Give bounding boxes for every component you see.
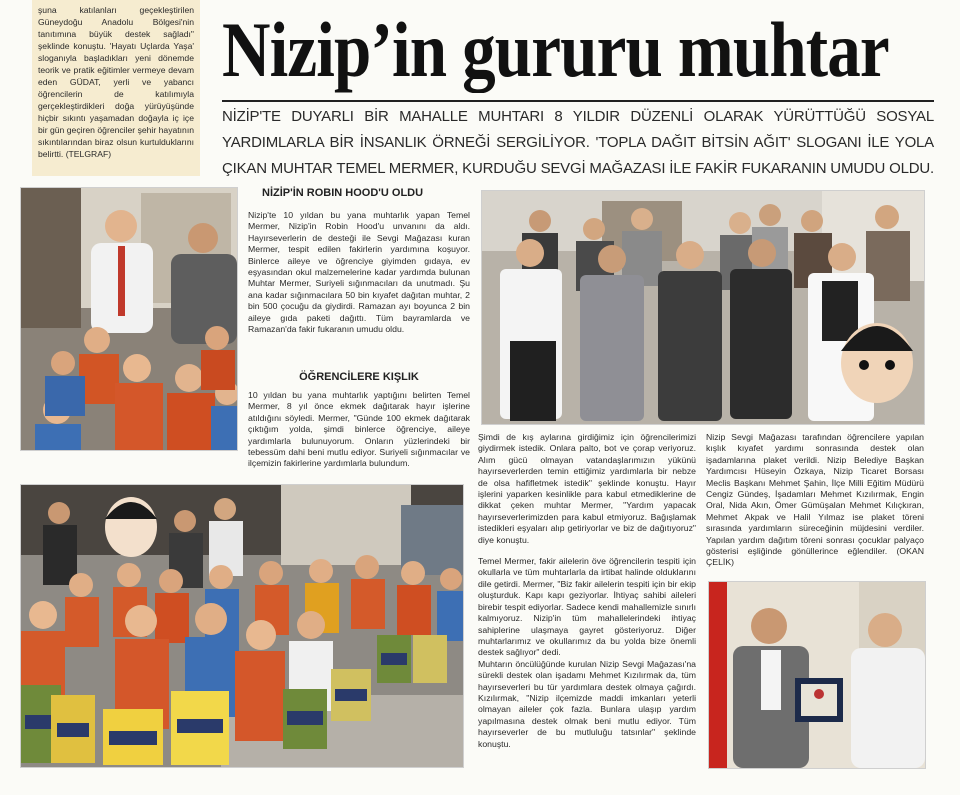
middle-column [478, 432, 696, 750]
section-title-robin-hood: NİZİP'İN ROBIN HOOD'U OLDU [262, 187, 424, 199]
photo-children-with-gift-bags [20, 484, 464, 768]
headline-rule [222, 100, 934, 102]
deck-subheadline: NİZİP'TE DUYARLI BİR MAHALLE MUHTARI 8 YILDIR DÜZENLİ OLARAK YÜRÜTTÜĞÜ SOSYAL YARDIMLARLA BİR İNSANLIK ÖRNEĞİ SERGİLİYOR. 'TOPLA DAĞIT BİTSİN AĞIT' SLOGANI İLE YOLA ÇIKAN MUHTAR TEMEL MERMER, KURDUĞU SEVGİ MAĞAZASI İLE FAKİR FUKARANIN UMUDU OLDU. [222, 108, 934, 177]
section1-body [248, 210, 470, 335]
headline: Nizip’in gururu muhtar [222, 6, 889, 93]
middle-paragraph-3: Muhtarın öncülüğünde kurulan Nizip Sevgi Mağazası'na sürekli destek olan işadamı Mehmet Kızılırmak da, tüm hayırseverleri bu tür yardımlara destek olmaya çağırdı. Kızılırmak, "Nizip ilçemizde maddi imkanları yeterli olmayan aileler çok fazla. Bunlara ulaşıp yardım yapılmasına destek olmak beni mutlu ediyor. Tüm hayırseverler de bu mutluluğu tatsınlar" şeklinde konuştu. [478, 658, 696, 749]
right-column [706, 432, 924, 569]
middle-paragraph-2: Temel Mermer, fakir ailelerin öve öğrencilerin tespiti için okullarla ve tüm muhtarlarla da irtibat halinde olduklarını dile getirdi. Mermer, "Biz fakir ailelerin tespiti için bir ekip oluşturduk. Kapı kapı geziyorlar. İhtiyaç sahibi aileleri birebir tespit ediyorlar. Sadece kendi mahallemizle sınırlı kalmıyoruz. Nizip'in tüm mahallelerindeki ihtiyaç sahiplerine ulaşmaya gayret gösteriyoruz. Diğer muhtarlarımız ve okullarımız da bu yolda bize önemli destek sağlıyor" dedi. [478, 556, 696, 658]
section1-paragraph: Nizip'te 10 yıldan bu yana muhtarlık yapan Temel Mermer, Nizip'in Robin Hood'u unvanını da aldı. Hayırseverlerin de desteği ile Sevgi Mağazası kuran Mermer, tespit edilen fakirlerin yardımına koşuyor. Binlerce aileye ve öğrenciye giyimden gıdaya, ev eşyasından okul malzemelerine kadar yardımda bulunan Muhtar Mermer, Suriyeli sığınmacıları da unutmadı. Şu ana kadar sığınmacılara 50 bin kıyafet dağıtan muhtar, 2 bin 500 çocuğu da giydirdi. Ramazan ayı boyunca 2 bin aileye gıda paketi dağıttı. Tüm bayramlarda ve Ramazan'da fakir fukaranın umudu oldu. [248, 210, 470, 335]
section2-paragraph: 10 yıldan bu yana muhtarlık yaptığını belirten Temel Mermer, 8 yıl önce ekmek dağıtarak hayır işlerine atıldığını söyledi. Mermer, "Günde 100 ekmek dağıtarak çıktığım yolda, şimdi binlerce öğrenciye, aileye yardımlarla bulunuyorum. Onların yüzlerindeki bir tebessüm dahi beni mutlu ediyor. Suriyeli sığınmacılar ve ilçemizin fakirlerine yardımlarla bulundum. [248, 390, 470, 469]
section2-body [248, 390, 470, 470]
photo-plaque-presentation [708, 581, 926, 769]
photo-children-with-gift-bags-image [21, 485, 463, 767]
photo-group-of-officials-image [482, 191, 924, 424]
photo-officials-with-children-image [21, 188, 237, 450]
section-title-ogrencilere-kislik: ÖĞRENCİLERE KIŞLIK [299, 371, 419, 383]
photo-plaque-presentation-image [709, 582, 925, 768]
sidebar-article-snippet [32, 0, 200, 176]
photo-officials-with-children [20, 187, 238, 451]
sidebar-text: şuna katılanları geçekleştirilen Güneydoğu Anadolu Bölgesi'nin tanıtımına büyük destek sağladı" şeklinde konuştu. 'Hayatı Uçlarda Yaşa' sloganıyla başladıkları yeni dönemde teorik ve pratik eğitimler vermeye devam eden GÜDAT, yerli ve yabancı öğrencilerin de katılımıyla gerçekleştirdikleri doğa yürüyüşünde hiçbir sıkıntı yaşamadan doğayla iç içe bir gün geçiren öğrenciler şehir hayatının sıkıntılarından biraz olsun kurtulduklarını belirtti. (TELGRAF) [38, 5, 194, 159]
right-paragraph-1: Nizip Sevgi Mağazası tarafından öğrencilere yapılan kışlık kıyafet yardımı sonrasında destek olan işadamlarına plaket verildi. Nizip Belediye Başkan Yardımcısı Hüseyin Özkaya, Nizip Ticaret Borsası Meclis Başkanı Mehmet Şahin, İlçe Milli Eğitim Müdürü Cengiz Gündeş, İşadamları Mehmet Kızılırmak, Engin Oral, Nida Akın, Ömer Gümüşalan Mehmet Kılıçkıran, Mehmet Akpak ve Halil Yılmaz ise plaket töreni sırasında yardımların süreceğinin müjdesini verdiler. Yapılan yardım dağıtım töreni sonrası çocuklar palyaço gösterisi eşliğinde gönüllerince eğlendiler. (OKAN ÇELİK) [706, 432, 924, 568]
photo-group-of-officials [481, 190, 925, 425]
middle-paragraph-1: Şimdi de kış aylarına girdiğimiz için öğrencilerimizi giydirmek istedik. Onlara palto, bot ve çorap veriyoruz. Alım gücü olmayan vatandaşlarımızın yükünü hayırseverlerden temin ettiğimiz yardımlarla bir nebze de olsa hafifletmek istedik" şeklinde konuştu. Hayır işlerini yaparken kesinlikle para kabul etmediklerine de dikkat çeken muhtar Mermer, "Yardım yapacak hayırseverlerimizden para kabul etmiyoruz. Bağışlamak istedikleri eşyaları alıp getiriyorlar ve biz de dağıtıyoruz" diye konuştu. [478, 432, 696, 545]
